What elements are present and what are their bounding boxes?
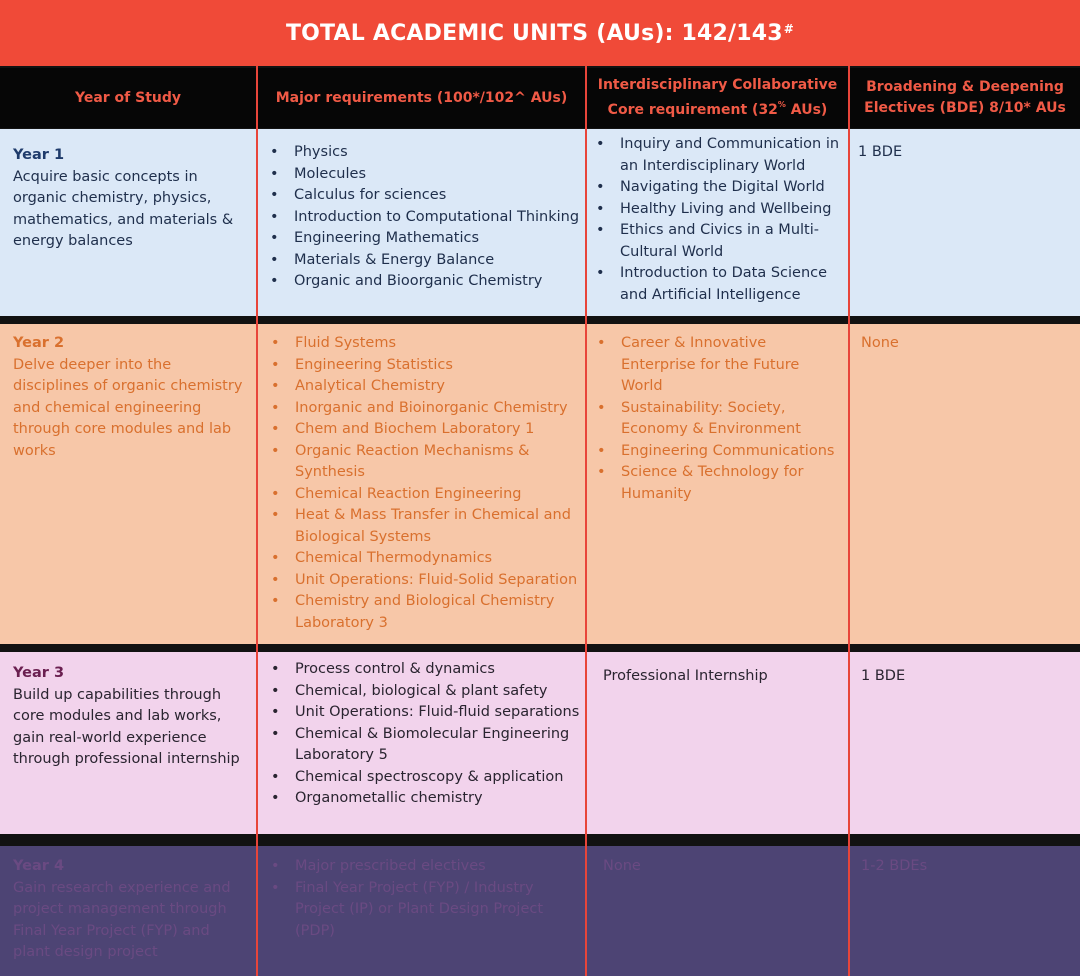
list-item: • Introduction to Data Science and Artificial Intelligence [594,263,844,306]
list-item: • Organic Reaction Mechanisms & Synthesis [269,441,581,484]
list-item: • Heat & Mass Transfer in Chemical and Biological Systems [269,505,581,548]
year-2-description-cell [13,333,251,462]
year-1-major-cell [268,142,580,293]
list-item: • Organometallic chemistry [269,788,581,810]
year-1-icc-cell [594,134,844,306]
list-item: • Chem and Biochem Laboratory 1 [269,419,581,441]
total-academic-units-title [0,0,1080,66]
header-year-label: Year of Study [74,89,182,106]
list-item: • Unit Operations: Fluid-fluid separations [269,702,581,724]
list-item: • Chemical spectroscopy & application [269,767,581,789]
year-1-title: Year 1 [13,147,65,163]
list-item: • Chemical Thermodynamics [269,548,581,570]
list-item: • Introduction to Computational Thinking [268,207,580,229]
year-2-bde-cell [861,333,1073,355]
list-item: • Navigating the Digital World [594,177,844,199]
list-item: • Organic and Bioorganic Chemistry [268,271,580,293]
list-item: • Chemical Reaction Engineering [269,484,581,506]
title-superscript: # [783,22,795,36]
year-2-title: Year 2 [13,335,65,351]
year-2-bde: None [861,335,899,351]
list-item: • Final Year Project (FYP) / Industry Project (IP) or Plant Design Project (PDP) [269,878,581,943]
title-text: TOTAL ACADEMIC UNITS (AUs): 142/143 [285,20,783,46]
header-bde-line1: Broadening & Deepening [866,79,1064,95]
year-3-major-cell [269,659,581,810]
year-3-title: Year 3 [13,665,65,681]
list-item: • Fluid Systems [269,333,581,355]
year-1-description: Acquire basic concepts in organic chemistry, physics, mathematics, and materials & energy balances [13,168,234,249]
list-item: • Chemistry and Biological Chemistry Laboratory 3 [269,591,581,634]
header-major-requirements [258,68,585,128]
year-4-description-cell [13,856,251,964]
list-item: • Molecules [268,164,580,186]
year-2-major-cell [269,333,581,634]
list-item: • Chemical, biological & plant safety [269,681,581,703]
header-major-label: Major requirements (100*/102^ AUs) [275,89,568,106]
list-item: • Chemical & Biomolecular Engineering Laboratory 5 [269,724,581,767]
list-item: • Inquiry and Communication in an Interdisciplinary World [594,134,844,177]
year-4-description: Gain research experience and project management through Final Year Project (FYP) and plant design project [13,879,231,960]
list-item: • Sustainability: Society, Economy & Environment [595,398,843,441]
year-1-bde-cell [858,142,1073,164]
year-4-title: Year 4 [13,858,65,874]
header-bde-line2: Electives (BDE) 8/10* AUs [864,100,1066,116]
year-4-icc-cell [603,856,843,878]
column-divider [256,66,258,976]
year-4-bde: 1-2 BDEs [861,858,928,874]
column-divider [585,66,587,976]
header-icc-requirement [587,68,848,128]
year-2-icc-cell [595,333,843,505]
column-divider [848,66,850,976]
list-item: • Major prescribed electives [269,856,581,878]
year-2-description: Delve deeper into the disciplines of organic chemistry and chemical engineering through core modules and lab works [13,356,243,459]
year-3-description-cell [13,663,251,771]
year-3-bde: 1 BDE [861,668,906,684]
year-4-icc: None [603,858,641,874]
list-item: • Materials & Energy Balance [268,250,580,272]
year-1-description-cell [13,145,251,253]
list-item: • Science & Technology for Humanity [595,462,843,505]
header-year-of-study [0,68,256,128]
list-item: • Ethics and Civics in a Multi-Cultural World [594,220,844,263]
list-item: • Analytical Chemistry [269,376,581,398]
list-item: • Physics [268,142,580,164]
header-bde [850,68,1080,128]
list-item: • Unit Operations: Fluid-Solid Separation [269,570,581,592]
year-4-bde-cell [861,856,1073,878]
list-item: • Engineering Communications [595,441,843,463]
list-item: • Engineering Statistics [269,355,581,377]
list-item: • Healthy Living and Wellbeing [594,199,844,221]
header-icc-line2: Core requirement (32% AUs) [607,99,828,119]
year-1-bde: 1 BDE [858,144,903,160]
list-item: • Engineering Mathematics [268,228,580,250]
list-item: • Calculus for sciences [268,185,580,207]
year-3-bde-cell [861,666,1073,688]
year-3-icc-cell [603,666,843,688]
year-4-major-cell [269,856,581,942]
year-3-icc: Professional Internship [603,668,768,684]
list-item: • Inorganic and Bioinorganic Chemistry [269,398,581,420]
header-icc-line1: Interdisciplinary Collaborative [597,76,838,93]
year-3-description: Build up capabilities through core modules and lab works, gain real-world experience through professional internship [13,686,240,767]
list-item: • Career & Innovative Enterprise for the Future World [595,333,843,398]
list-item: • Process control & dynamics [269,659,581,681]
